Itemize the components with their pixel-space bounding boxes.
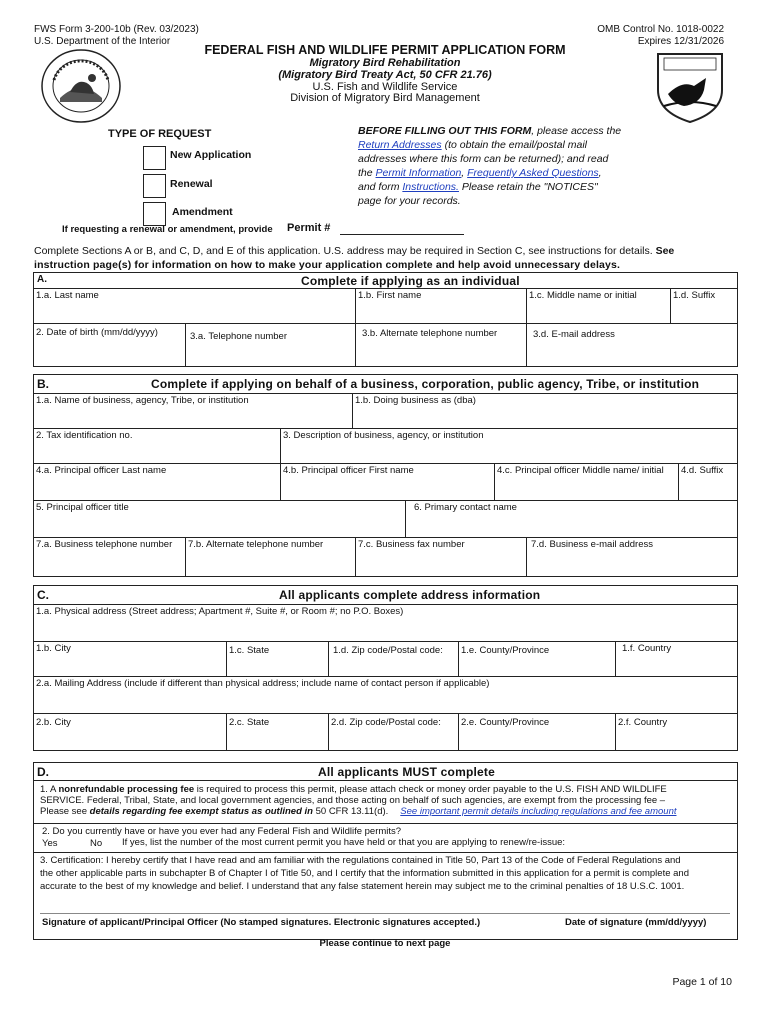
physical-address-field[interactable]: [33, 604, 738, 642]
fee-details-link[interactable]: See important permit details including regulations and fee amount: [400, 806, 677, 817]
mailing-address-label: 2.a. Mailing Address (include if different than physical address; include name of contact person if applicable): [36, 678, 490, 689]
officer-first-name-label: 4.b. Principal officer First name: [283, 465, 414, 476]
omb-control-number: OMB Control No. 1018-0022: [597, 24, 724, 35]
section-d-letter: D.: [37, 765, 49, 779]
dba-label: 1.b. Doing business as (dba): [355, 395, 476, 406]
first-name-label: 1.b. First name: [358, 290, 422, 301]
last-name-field[interactable]: [33, 288, 356, 324]
zip-field[interactable]: [328, 641, 459, 677]
continue-next-page: Please continue to next page: [319, 938, 451, 949]
intro-line-2: instruction page(s) for information on how to make your application complete and help avoid unnecessary delays.: [34, 259, 621, 271]
section-c-title: All applicants complete address information: [279, 588, 541, 602]
officer-title-field[interactable]: [33, 500, 406, 538]
notice-text-5: ,: [461, 167, 468, 179]
fee-text-1a: 1. A: [40, 784, 59, 795]
section-c-letter: C.: [37, 588, 49, 602]
section-c-header: [33, 585, 738, 604]
primary-contact-field[interactable]: [405, 500, 738, 538]
state-field[interactable]: [226, 641, 329, 677]
certification-line-2: the other applicable parts in subchapter B of Chapter I of Title 50, and I certify that the information submitted in this application for a permit is complete and: [40, 868, 689, 879]
mailing-country-field[interactable]: [615, 713, 738, 751]
intro-see: See: [655, 245, 675, 257]
country-label: 1.f. Country: [622, 643, 672, 654]
zip-label: 1.d. Zip code/Postal code:: [333, 645, 443, 656]
business-phone-label: 7.a. Business telephone number: [36, 539, 173, 550]
notice-text-7: and form: [358, 181, 403, 193]
mailing-city-label: 2.b. City: [36, 717, 71, 728]
notice-text-1: , please access the: [531, 125, 622, 137]
notice-block: [358, 124, 658, 208]
business-phone-field[interactable]: [33, 537, 186, 577]
faq-link[interactable]: Frequently Asked Questions: [467, 167, 599, 179]
primary-contact-label: 6. Primary contact name: [414, 502, 517, 513]
county-label: 1.e. County/Province: [461, 645, 550, 656]
mailing-county-field[interactable]: [458, 713, 616, 751]
section-d-title: All applicants MUST complete: [318, 765, 495, 779]
fee-text-1b: nonrefundable processing fee: [58, 784, 195, 795]
country-field[interactable]: [615, 641, 738, 677]
telephone-field[interactable]: [185, 323, 356, 367]
fee-line-3: [40, 806, 677, 817]
mailing-zip-label: 2.d. Zip code/Postal code:: [331, 717, 441, 728]
new-application-checkbox[interactable]: [143, 146, 166, 170]
signature-label: Signature of applicant/Principal Officer (No stamped signatures. Electronic signatures accepted.): [42, 917, 481, 928]
officer-middle-name-label: 4.c. Principal officer Middle name/ initial: [497, 465, 664, 476]
section-b-header: [33, 374, 738, 393]
business-description-label: 3. Description of business, agency, or institution: [283, 430, 484, 441]
officer-last-name-label: 4.a. Principal officer Last name: [36, 465, 167, 476]
mailing-city-field[interactable]: [33, 713, 227, 751]
instructions-link[interactable]: Instructions.: [402, 181, 459, 193]
telephone-label: 3.a. Telephone number: [190, 331, 288, 342]
permit-number-label: Permit #: [287, 222, 331, 234]
section-a-header: [33, 272, 738, 288]
permit-information-link[interactable]: Permit Information: [375, 167, 462, 179]
form-number: FWS Form 3-200-10b (Rev. 03/2023): [34, 24, 199, 35]
officer-suffix-label: 4.d. Suffix: [681, 465, 724, 476]
officer-suffix-field[interactable]: [678, 463, 738, 501]
tax-id-label: 2. Tax identification no.: [36, 430, 133, 441]
mailing-address-field[interactable]: [33, 676, 738, 714]
section-a-title: Complete if applying as an individual: [301, 274, 520, 288]
city-field[interactable]: [33, 641, 227, 677]
middle-name-label: 1.c. Middle name or initial: [529, 290, 637, 301]
permit-number-prompt: If requesting a renewal or amendment, provide: [62, 224, 273, 235]
prior-permit-followup: If yes, list the number of the most current permit you have held or that you are applying to renew/re-issue:: [122, 837, 566, 848]
dob-field[interactable]: [33, 323, 186, 367]
middle-name-field[interactable]: [526, 288, 671, 324]
notice-text-9: page for your records.: [358, 195, 461, 207]
county-field[interactable]: [458, 641, 616, 677]
section-b-letter: B.: [37, 377, 49, 391]
intro-line-1: [34, 245, 674, 257]
signature-line[interactable]: [40, 913, 730, 914]
business-email-field[interactable]: [526, 537, 738, 577]
section-b-title: Complete if applying on behalf of a business, corporation, public agency, Tribe, or institution: [151, 377, 700, 391]
suffix-field[interactable]: [670, 288, 738, 324]
notice-text-3: addresses where this form can be returned); and read: [358, 153, 609, 165]
business-description-field[interactable]: [280, 428, 738, 464]
tax-id-field[interactable]: [33, 428, 281, 464]
section-a-letter: A.: [37, 274, 47, 285]
fee-text-1c: is required to process this permit, please attach check or money order payable to the U.S. FISH AND WILDLIFE: [194, 784, 667, 795]
notice-text-6: ,: [598, 167, 602, 179]
form-title: FEDERAL FISH AND WILDLIFE PERMIT APPLICATION FORM: [204, 43, 566, 57]
prior-permit-no[interactable]: No: [90, 838, 103, 849]
officer-title-label: 5. Principal officer title: [36, 502, 129, 513]
expiration-date: Expires 12/31/2026: [637, 36, 724, 47]
email-field[interactable]: [526, 323, 738, 367]
renewal-label: Renewal: [170, 178, 213, 190]
fee-text-3b: details regarding fee exempt status as outlined in: [89, 806, 313, 817]
mailing-country-label: 2.f. Country: [618, 717, 668, 728]
fee-line-2: SERVICE. Federal, Tribal, State, and local government agencies, and those acting on behalf of such agencies, are exempt from the processing fee –: [40, 795, 666, 806]
intro-text: Complete Sections A or B, and C, D, and E of this application. U.S. address may be required in Section C, see instructions for details.: [34, 245, 656, 257]
officer-first-name-field[interactable]: [280, 463, 495, 501]
certification-line-1: 3. Certification: I hereby certify that I have read and am familiar with the regulations contained in Title 50, Part 13 of the Code of Federal Regulations and: [40, 855, 681, 866]
notice-text-4: the: [358, 167, 376, 179]
mailing-state-label: 2.c. State: [229, 717, 270, 728]
form-subtitle: Migratory Bird Rehabilitation: [309, 57, 461, 69]
mailing-state-field[interactable]: [226, 713, 329, 751]
business-name-label: 1.a. Name of business, agency, Tribe, or institution: [36, 395, 249, 406]
certification-line-3: accurate to the best of my knowledge and belief. I understand that any false statement herein may subject me to the criminal penalties of 18 U.S.C. 1001.: [40, 881, 685, 892]
business-fax-field[interactable]: [355, 537, 527, 577]
mailing-county-label: 2.e. County/Province: [461, 717, 550, 728]
department-name: U.S. Department of the Interior: [34, 36, 171, 47]
mailing-zip-field[interactable]: [328, 713, 459, 751]
form-authority: (Migratory Bird Treaty Act, 50 CFR 21.76): [278, 69, 492, 81]
notice-text-2: (to obtain the email/postal mail: [441, 139, 587, 151]
business-alt-phone-label: 7.b. Alternate telephone number: [188, 539, 324, 550]
prior-permit-yes[interactable]: Yes: [42, 838, 58, 849]
business-email-label: 7.d. Business e-mail address: [531, 539, 653, 550]
page-number: Page 1 of 10: [672, 976, 732, 988]
fee-text-3a: Please see: [40, 806, 90, 817]
officer-last-name-field[interactable]: [33, 463, 281, 501]
email-label: 3.d. E-mail address: [533, 329, 615, 340]
state-label: 1.c. State: [229, 645, 270, 656]
amendment-checkbox[interactable]: [143, 202, 166, 226]
last-name-label: 1.a. Last name: [36, 290, 99, 301]
first-name-field[interactable]: [355, 288, 527, 324]
section-d-header: [33, 762, 738, 780]
physical-address-label: 1.a. Physical address (Street address; Apartment #, Suite #, or Room #; no P.O. Boxes): [36, 606, 404, 617]
permit-number-field[interactable]: [340, 234, 464, 235]
agency-name: U.S. Fish and Wildlife Service: [312, 81, 458, 93]
fee-text-3c: 50 CFR 13.11(d).: [312, 806, 389, 817]
officer-middle-name-field[interactable]: [494, 463, 679, 501]
notice-text-8: Please retain the "NOTICES": [458, 181, 598, 193]
dba-field[interactable]: [352, 393, 738, 429]
business-fax-label: 7.c. Business fax number: [358, 539, 465, 550]
fee-line-1: [40, 784, 667, 795]
renewal-checkbox[interactable]: [143, 174, 166, 198]
return-addresses-link[interactable]: Return Addresses: [358, 139, 442, 151]
prior-permit-question: 2. Do you currently have or have you ever had any Federal Fish and Wildlife permits?: [42, 826, 402, 837]
alt-telephone-field[interactable]: [355, 323, 527, 367]
suffix-label: 1.d. Suffix: [673, 290, 716, 301]
dob-label: 2. Date of birth (mm/dd/yyyy): [36, 327, 158, 338]
division-name: Division of Migratory Bird Management: [290, 92, 480, 104]
alt-telephone-label: 3.b. Alternate telephone number: [362, 328, 498, 339]
city-label: 1.b. City: [36, 643, 71, 654]
amendment-label: Amendment: [172, 206, 233, 218]
notice-lead: BEFORE FILLING OUT THIS FORM: [358, 125, 532, 137]
new-application-label: New Application: [170, 149, 252, 161]
type-of-request-heading: TYPE OF REQUEST: [108, 128, 212, 140]
business-name-field[interactable]: [33, 393, 353, 429]
business-alt-phone-field[interactable]: [185, 537, 356, 577]
signature-date-label: Date of signature (mm/dd/yyyy): [565, 917, 707, 928]
